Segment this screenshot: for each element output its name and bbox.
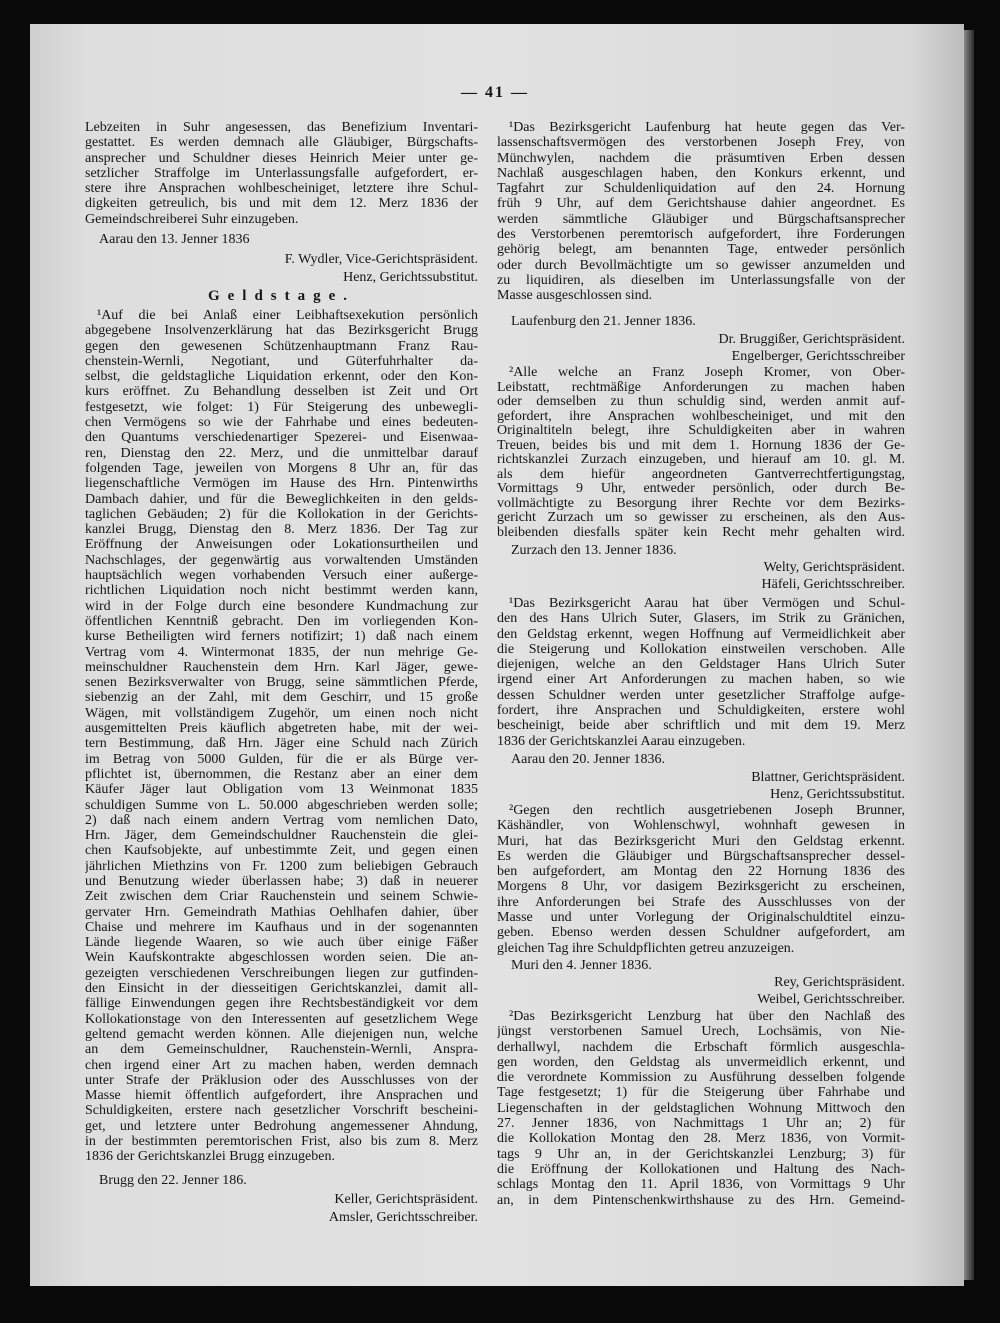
notice-date: Aarau den 13. Jenner 1836: [99, 232, 250, 247]
text-line: Tage festgesetzt; 1) für die Steigerung über Fahrhabe und: [497, 1085, 905, 1101]
text-line: die Kollokation Montag den 28. Merz 1836, von Vormit-: [497, 1131, 905, 1147]
text-line: fordert, ihre Ansprachen und Schuldigkeiten, erstere wohl: [497, 703, 905, 719]
text-line: in der bestimmten peremtorischen Frist, also bis zum 8. Merz: [85, 1134, 478, 1150]
text-line: irgend einer Art Anforderungen zu machen haben, so wie: [497, 672, 905, 688]
text-line: digkeiten getreulich, bis und mit dem 12. Merz 1836 der: [85, 196, 478, 212]
text-line: Vertrag vom 4. Wintermonat 1835, der nun mehrige Ge-: [85, 644, 478, 660]
text-line: derhallwyl, nachdem die Erbschaft förmlich ausgeschla-: [497, 1039, 905, 1055]
text-line: diejenigen, welche an den Geldstager Hans Ulrich Suter: [497, 657, 905, 673]
text-line: Masse hiemit öffentlich aufgefordert, ihre Ansprachen und: [85, 1088, 478, 1104]
text-line: gefordert, ihre Ansprachen wohlbescheiniget, und mit den: [497, 409, 905, 424]
text-line: Hrn. Jäger, dem Gemeindschuldner Rauchenstein die glei-: [85, 828, 478, 844]
notice-brugg: [85, 308, 478, 1165]
text-line: Morgens 8 Uhr, vor dasigem Bezirksgericht zu erscheinen,: [497, 879, 905, 895]
text-line: wird in der Folge durch eine besondere Kundmachung zur: [85, 598, 478, 614]
text-line: gehörig belegt, am benannten Tage, entweder persönlich: [497, 242, 905, 258]
text-line: Muri, hat das Bezirksgericht Muri den Geldstag erkennt.: [497, 833, 905, 849]
text-line: gezeigten verschiedenen Verschreibungen liegen zur gutfinden-: [85, 965, 478, 981]
text-line: chen Kaufsobjekte, auf unbestimmte Zeit, und gegen einen: [85, 843, 478, 859]
text-line: Masse und unter Vorlegung der Originalschuldtitel einzu-: [497, 910, 905, 926]
text-line: fällige Einwendungen gegen ihre Rechtsbeständigkeit vor dem: [85, 996, 478, 1012]
text-line: Münchwylen, nachdem die präsumtiven Erben dessen: [497, 150, 905, 166]
text-line: 1836 der Gerichtskanzlei Aarau einzugeben.: [497, 733, 746, 749]
text-line: gen worden, den Geldstag als unvermeidlich erkennt, und: [497, 1054, 905, 1070]
text-line: öffentlichen Kenntniß gebracht. Den im vorliegenden Kon-: [85, 613, 478, 629]
text-line: 27. Jenner 1836, von Nachmittags 1 Uhr an; 2) für: [497, 1116, 905, 1132]
text-line: geltend gemacht werden können. Alle diejenigen nun, welche: [85, 1026, 478, 1042]
text-line: lassenschaftsvermögen des verstorbenen Joseph Frey, von: [497, 135, 905, 151]
text-line: oder demselben zu thun schuldig sind, werden anmit auf-: [497, 395, 905, 409]
text-line: chen irgend einer Art zu machen haben, werden demnach: [85, 1057, 478, 1073]
page-number: — 41 —: [461, 84, 529, 101]
text-line: gestattet. Es werden demnach alle Gläubiger, Bürgschafts-: [85, 135, 478, 151]
notice-date: Muri den 4. Jenner 1836.: [511, 958, 652, 973]
text-line: an, in dem Pintenschenkwirthshause zu des Hrn. Gemeind-: [497, 1192, 905, 1208]
text-line: ²Das Bezirksgericht Lenzburg hat über den Nachlaß des: [509, 1009, 905, 1024]
signature: Dr. Bruggißer, Gerichtspräsident.: [718, 332, 905, 347]
text-line: vollmächtigte zu Besorgung ihrer Rechte vor dem Bezirks-: [497, 496, 905, 511]
text-line: meinschuldner Rauchenstein dem Hrn. Karl Jäger, gewe-: [85, 659, 478, 675]
text-line: Käshändler, von Wohlenschwyl, wohnhaft gewesen in: [497, 818, 905, 834]
text-line: werden sämmtliche Gläubiger und Bürgschaftsansprecher: [497, 211, 905, 227]
text-line: chenstein-Wernli, Negotiant, und Güterfuhrhalter da-: [85, 353, 478, 369]
text-line: richtskanzlei Zurzach einzugeben, und hierauf am 10. gl. M.: [497, 453, 905, 467]
signature: Amsler, Gerichtsschreiber.: [328, 1210, 478, 1225]
text-line: früh 9 Uhr, auf dem Gerichtshause dahier angeordnet. Es: [497, 196, 905, 212]
text-line: schuldigen Summe von L. 50.000 abgeschrieben werden solle;: [85, 797, 478, 813]
notice-laufenburg: [497, 120, 905, 304]
text-line: ¹Das Bezirksgericht Laufenburg hat heute gegen das Ver-: [509, 120, 905, 135]
text-line: ben aufgefordert, am Montag den 22 Hornung 1836 des: [497, 864, 905, 880]
text-line: Vormittags 9 Uhr, entweder persönlich, oder durch Be-: [497, 482, 905, 496]
notice-aarau: [497, 596, 905, 749]
text-line: den des Hans Ulrich Suter, Glasers, im Strik zu Gränichen,: [497, 611, 905, 627]
signature: Henz, Gerichtssubstitut.: [770, 787, 905, 802]
signature: Engelberger, Gerichtsschreiber: [731, 349, 905, 364]
section-heading: Geldstage.: [207, 288, 356, 304]
text-line: gervater Hrn. Gemeindrath Mathias Oehlhafen dahier, über: [85, 904, 478, 920]
text-line: zu liquidiren, als dieselben im Unterlassungsfalle von der: [497, 272, 905, 288]
text-line: Wein Kaufskontrakte abgeschlossen worden seien. Die an-: [85, 950, 478, 966]
signature: Weibel, Gerichtsschreiber.: [757, 992, 905, 1007]
text-line: ²Alle welche an Franz Joseph Kromer, von Ober-: [509, 366, 905, 380]
text-line: Originaltiteln belegt, ihre Schuldigkeiten aber in wahren: [497, 424, 905, 438]
notice-suhr-continuation: [85, 120, 478, 227]
text-line: Gemeindschreiberei Suhr einzugeben.: [85, 211, 299, 227]
text-line: Eröffnung der Anweisungen oder Lokationsurtheilen und: [85, 537, 478, 553]
text-line: Treuen, beides bis und mit dem 1. Hornung 1836 der Ge-: [497, 438, 905, 453]
text-line: ansprecher und Schuldner dieses Heinrich Meier unter ge-: [85, 150, 478, 166]
text-line: Zeit zwischen dem Criar Rauchenstein und seinem Schwie-: [85, 889, 478, 905]
text-line: Masse ausgeschlossen sind.: [497, 288, 653, 304]
text-line: liegenschaftliche Vermögen im Hause des Hrn. Pintenwirths: [85, 476, 478, 492]
text-line: Käufer Jäger laut Obligation vom 13 Weinmonat 1835: [85, 782, 478, 798]
text-line: kanzlei Brugg, Dienstag den 8. Merz 1836. Der Tag zur: [85, 522, 478, 538]
text-line: die Steigerung und Kollokation einstweilen verschoben. Alle: [497, 641, 905, 657]
text-line: jährlichen Miethzins von Fr. 1200 zum beliebigen Gebrauch: [85, 858, 478, 874]
signature: Henz, Gerichtssubstitut.: [343, 270, 478, 285]
text-line: gericht Zurzach um so gewisser zu erscheinen, als den Aus-: [497, 511, 905, 525]
signature: Häfeli, Gerichtsschreiber.: [761, 577, 905, 592]
text-line: Es werden die Gläubiger und Bürgschaftsansprecher dessel-: [497, 848, 905, 864]
notice-zurzach: [497, 366, 905, 540]
text-line: selbst, die geldstagliche Liquidation erkennt, oder den Kon-: [85, 369, 478, 385]
text-line: pflichtet ist, übernommen, die Restanz aber an einer dem: [85, 766, 478, 782]
text-line: und Benutzung wieder überlassen habe; 3) daß in neuerer: [85, 873, 478, 889]
text-line: 1836 der Gerichtskanzlei Brugg einzugeben.: [85, 1149, 335, 1165]
text-line: Nachlaß ausgeschlagen haben, den Konkurs erkennt, und: [497, 165, 905, 181]
text-line: im Betrag von 5000 Gulden, für die er als Bürge ver-: [85, 751, 478, 767]
text-line: taglichen Gebäuden; 2) für die Kollokation in der Gerichts-: [85, 506, 478, 522]
signature: Rey, Gerichtspräsident.: [774, 975, 905, 990]
text-line: hauptsächlich wegen vorhabenden Versuch einer außerge-: [85, 568, 478, 584]
text-line: ¹Das Bezirksgericht Aarau hat über Vermögen und Schul-: [509, 596, 905, 611]
text-line: jüngst verstorbenen Samuel Urech, Lochsämis, von Nie-: [497, 1024, 905, 1040]
text-line: kurs eröffnet. Zu Behandlung desselben ist Zeit und Ort: [85, 384, 478, 400]
text-line: ren, Dienstag den 22. Merz, und die unmittelbar darauf: [85, 445, 478, 461]
text-line: Lebzeiten in Suhr angesessen, das Benefizium Inventari-: [85, 120, 478, 135]
signature: F. Wydler, Vice-Gerichtspräsident.: [284, 252, 478, 267]
text-line: senen Bezirksverwalter von Brugg, seine sämmtlichen Pferde,: [85, 675, 478, 691]
text-line: Wägen, mit vollständigem Zugehör, um einen noch nicht: [85, 705, 478, 721]
signature: Welty, Gerichtspräsident.: [763, 560, 905, 575]
text-line: den Quantums verschiedenartiger Spezerei- und Eisenwaa-: [85, 430, 478, 446]
text-line: Schuldigkeiten, erstere nach gesetzlicher Vorschrift bescheini-: [85, 1103, 478, 1119]
text-line: die verordnete Kommission zu Ausführung desselben folgende: [497, 1070, 905, 1086]
text-line: den Einsicht in der diesseitigen Gerichtskanzlei, damit all-: [85, 981, 478, 997]
notice-lenzburg: [497, 1009, 905, 1208]
text-line: chen Vermögens so wie der Fahrhabe und eines bedeuten-: [85, 415, 478, 431]
text-line: bleibenden diesfalls später kein Recht mehr gehalten wird.: [497, 525, 905, 540]
text-line: 2) daß nach einem andern Vertrag vom nemlichen Dato,: [85, 812, 478, 828]
text-line: als dem hiefür angeordneten Gantverrechtfertigungstag,: [497, 467, 905, 482]
text-line: get, und letztere unter Bedrohung angemessener Ahndung,: [85, 1118, 478, 1134]
notice-date: Laufenburg den 21. Jenner 1836.: [511, 314, 696, 329]
text-line: stere ihre Ansprachen wohlbescheiniget, letztere ihre Schul-: [85, 181, 478, 197]
text-line: schlags Montag den 11. April 1836, von Vormittags 9 Uhr: [497, 1177, 905, 1193]
notice-date: Zurzach den 13. Jenner 1836.: [511, 543, 677, 558]
text-line: gegen den gewesenen Schützenhauptmann Franz Rau-: [85, 338, 478, 354]
notice-muri: [497, 803, 905, 956]
notice-date: Brugg den 22. Jenner 186.: [99, 1173, 247, 1188]
text-line: ¹Auf die bei Anlaß einer Leibhaftsexekution persönlich: [97, 308, 478, 323]
text-line: Kollokationstage von den Interessenten auf gesetzlichem Wege: [85, 1011, 478, 1027]
text-line: gleichen Tag ihre Schuldpflichten getreu anzuzeigen.: [497, 940, 795, 956]
text-line: setzlicher Straffolge im Unterlassungsfalle aufgefordert, er-: [85, 165, 478, 181]
signature: Blattner, Gerichtspräsident.: [751, 770, 905, 785]
text-line: ausgemittelten Preis käuflich abgetreten habe, mit der wei-: [85, 721, 478, 737]
text-line: festgesetzt, wie folget: 1) Für Steigerung des unbewegli-: [85, 399, 478, 415]
text-line: dessen Schuldner werden unter gesetzlicher Straffolge aufge-: [497, 687, 905, 703]
text-line: Dambach dahier, und für die Beweglichkeiten in den gelds-: [85, 491, 478, 507]
text-line: die Eröffnung der Kollokationen und Haltung des Nach-: [497, 1161, 905, 1177]
text-line: ²Gegen den rechtlich ausgetriebenen Joseph Brunner,: [509, 803, 905, 818]
text-line: des Verstorbenen peremtorisch aufgefordert, ihre Forderungen: [497, 227, 905, 243]
text-line: unter Strafe der Präklusion oder des Ausschlusses von der: [85, 1072, 478, 1088]
text-line: Liegenschaften in der geldstaglichen Wohnung Mittwoch den: [497, 1100, 905, 1116]
text-line: den Geldstag erkennt, wegen Hoffnung auf Vermeidlichkeit aber: [497, 626, 905, 642]
text-line: abgegebene Insolvenzerklärung hat das Bezirksgericht Brugg: [85, 323, 478, 339]
text-line: siebenzig an der Zahl, mit dem Geschirr, und 15 große: [85, 690, 478, 706]
text-line: tags 9 Uhr an, in der Gerichtskanzlei Lenzburg; 3) für: [497, 1146, 905, 1162]
page-edge-shadow: [964, 30, 974, 1280]
text-line: Leibstatt, rechtmäßige Anforderungen zu machen haben: [497, 380, 905, 395]
text-line: an dem Gemeinschuldner, Rauchenstein-Wernli, Anspra-: [85, 1042, 478, 1058]
text-line: Lände liegende Waaren, so wie auch über einige Fäßer: [85, 935, 478, 951]
text-line: kurse Betheiligten wird ferners notifizirt; 1) daß nach einem: [85, 629, 478, 645]
text-line: richtlichen Liquidation noch nicht bestimmt werden kann,: [85, 583, 478, 599]
text-line: oder durch Bevollmächtigte um so gewisser anzumelden und: [497, 257, 905, 273]
signature: Keller, Gerichtspräsident.: [334, 1192, 478, 1207]
text-line: bescheinigt, beide aber schriftlich und mit dem 19. Merz: [497, 718, 905, 734]
text-line: folgenden Tage, jeweilen von Morgens 8 Uhr an, für das: [85, 460, 478, 476]
text-line: Tagfahrt zur Schuldenliquidation auf den 24. Hornung: [497, 181, 905, 197]
text-line: Chaise und mehrere im Kaufhaus und in der sogenannten: [85, 919, 478, 935]
notice-date: Aarau den 20. Jenner 1836.: [511, 752, 665, 767]
text-line: tern Bestimmung, daß Hrn. Jäger eine Schuld nach Zürich: [85, 736, 478, 752]
text-line: geben. Ebenso werden dessen Schuldner aufgefordert, am: [497, 925, 905, 941]
text-line: ihre Anforderungen bei Strafe des Ausschlusses von der: [497, 894, 905, 910]
text-line: Nachschlages, der gegenwärtig aus vorwaltenden Umständen: [85, 552, 478, 568]
